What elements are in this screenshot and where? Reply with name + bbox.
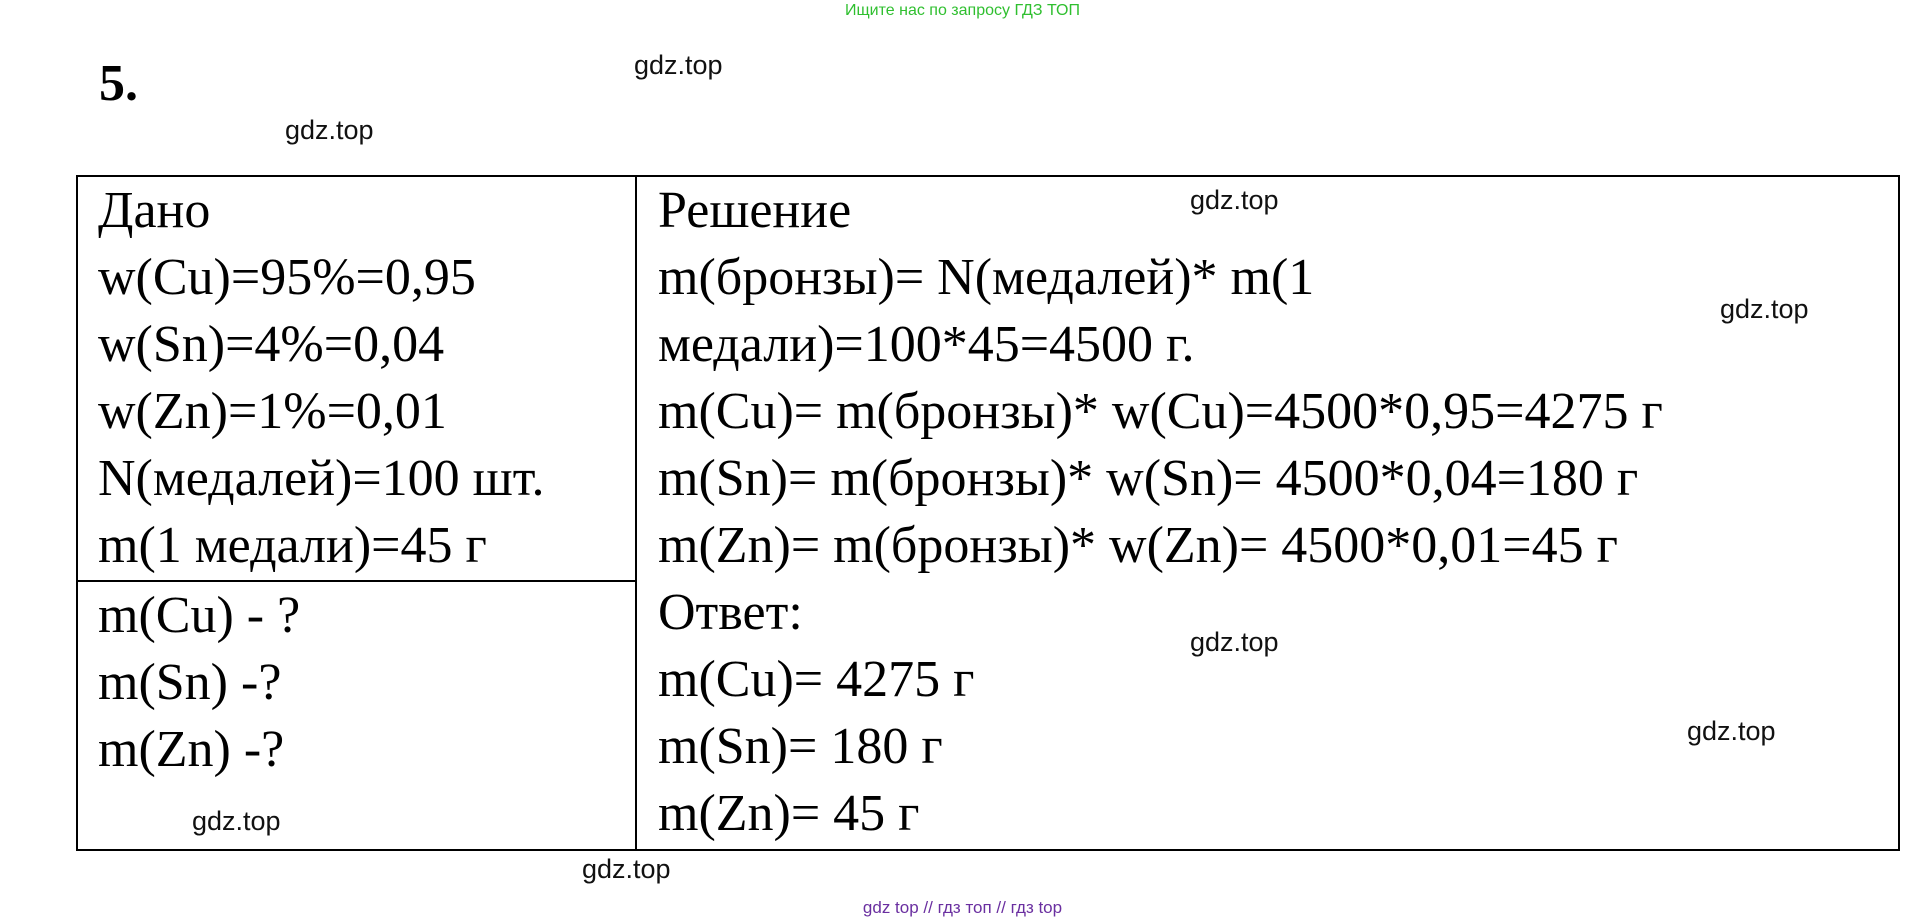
watermark: gdz.top <box>1190 627 1279 657</box>
answer-line: m(Sn)= 180 г <box>658 718 943 775</box>
watermark: gdz.top <box>1720 294 1809 324</box>
find-line: m(Sn) -? <box>98 654 282 711</box>
watermark: gdz.top <box>1687 716 1776 746</box>
top-banner: Ищите нас по запросу ГДЗ ТОП <box>845 2 1080 19</box>
watermark: gdz.top <box>634 50 723 80</box>
solution-line: m(бронзы)= N(медалей)* m(1 <box>658 249 1315 306</box>
find-section <box>98 582 300 783</box>
solution-line: m(Sn)= m(бронзы)* w(Sn)= 4500*0,04=180 г <box>658 450 1639 507</box>
given-line: m(1 медали)=45 г <box>98 517 487 574</box>
watermark: gdz.top <box>582 854 671 884</box>
answer-line: m(Zn)= 45 г <box>658 785 920 842</box>
watermark: gdz.top <box>285 115 374 145</box>
watermark: gdz.top <box>192 806 281 836</box>
given-line: w(Cu)=95%=0,95 <box>98 249 476 306</box>
given-line: w(Zn)=1%=0,01 <box>98 383 447 440</box>
task-number: 5. <box>99 55 138 112</box>
column-divider <box>635 177 637 849</box>
given-line: N(медалей)=100 шт. <box>98 450 545 507</box>
answer-title: Ответ: <box>658 584 803 641</box>
answer-line: m(Cu)= 4275 г <box>658 651 975 708</box>
find-line: m(Cu) - ? <box>98 587 301 644</box>
solution-line: медали)=100*45=4500 г. <box>658 316 1195 373</box>
given-line: w(Sn)=4%=0,04 <box>98 316 445 373</box>
solution-line: m(Cu)= m(бронзы)* w(Cu)=4500*0,95=4275 г <box>658 383 1663 440</box>
solution-title: Решение <box>658 182 852 239</box>
given-title: Дано <box>98 182 211 239</box>
footer-links: gdz top // гдз топ // гдз top <box>862 898 1063 917</box>
solution-section <box>658 177 1663 847</box>
find-line: m(Zn) -? <box>98 721 285 778</box>
given-section <box>98 177 545 579</box>
solution-table <box>76 175 1900 851</box>
watermark: gdz.top <box>1190 185 1279 215</box>
solution-line: m(Zn)= m(бронзы)* w(Zn)= 4500*0,01=45 г <box>658 517 1618 574</box>
